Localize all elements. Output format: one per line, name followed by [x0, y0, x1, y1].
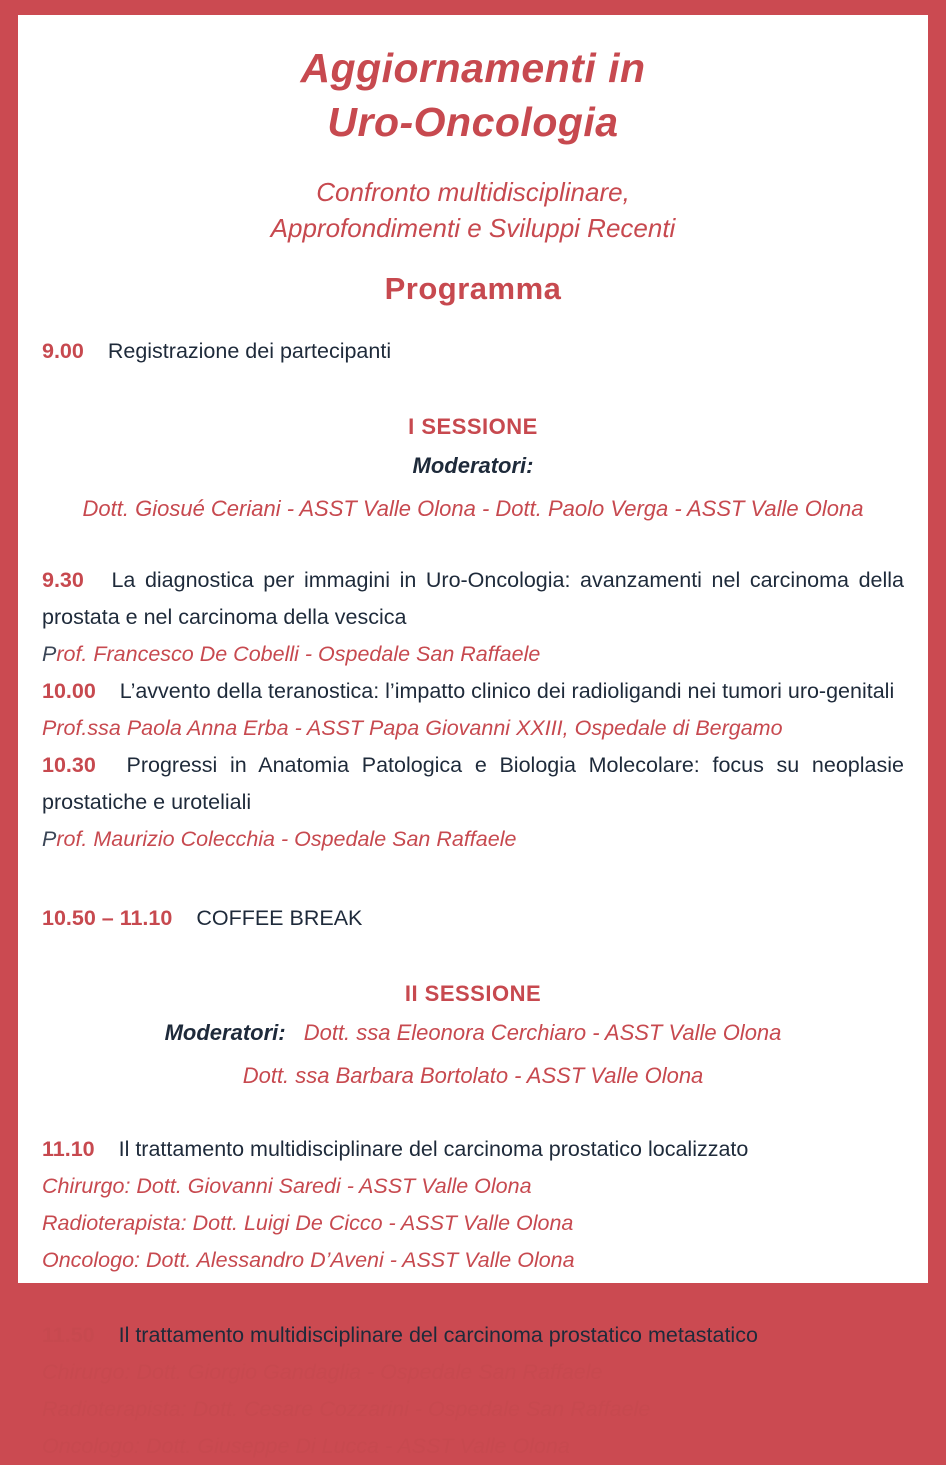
session2-moderators-label: Moderatori:: [164, 1019, 286, 1045]
talk-group-1150: [42, 1317, 904, 1465]
registration-label: Registrazione dei partecipanti: [107, 338, 392, 363]
session2-heading: II SESSIONE: [404, 980, 542, 1006]
panelist-oncologist-1150: Oncologo: Dott. Giuseppe Di Lucca - ASST Valle Olona: [42, 1433, 570, 1458]
session2-moderator-2: Dott. ssa Barbara Bortolato - ASST Valle Olona: [242, 1062, 704, 1088]
talk-group-1110: [42, 1131, 904, 1279]
speaker-rest-930: rof. Francesco De Cobelli - Ospedale San Raffaele: [56, 641, 541, 666]
talk-time-1150: 11.50: [42, 1322, 95, 1347]
subtitle-line-1: Confronto multidisciplinare,: [316, 177, 630, 208]
speaker-lead-1030: P: [42, 826, 57, 851]
program-heading: Programma: [384, 270, 562, 306]
talk-title-1030: Progressi in Anatomia Patologica e Biologia Molecolare: focus su neoplasie prostatiche e uroteliali: [42, 752, 904, 814]
session1-moderators-names: Dott. Giosué Ceriani - ASST Valle Olona - Dott. Paolo Verga - ASST Valle Olona: [82, 495, 864, 521]
session1-talks: [42, 562, 904, 858]
talk-time-930: 9.30: [42, 567, 84, 592]
subtitle-line-2: Approfondimenti e Sviluppi Recenti: [270, 213, 676, 244]
session1-moderators-label-line: [42, 449, 904, 483]
talk-speaker-1000: Prof.ssa Paola Anna Erba - ASST Papa Giovanni XXIII, Ospedale di Bergamo: [42, 715, 783, 740]
coffee-break-label: COFFEE BREAK: [196, 905, 363, 930]
panelist-surgeon-1110: Chirurgo: Dott. Giovanni Saredi - ASST Valle Olona: [42, 1173, 532, 1198]
talk-time-1000: 10.00: [42, 678, 96, 703]
talk-title-1000: L’avvento della teranostica: l’impatto clinico dei radioligandi nei tumori uro-genitali: [119, 678, 895, 703]
session1-moderators-names-line: [42, 492, 904, 526]
session2-moderators-line-2: [42, 1059, 904, 1093]
page-subtitle: [42, 175, 904, 247]
registration-time: 9.00: [42, 338, 84, 363]
session2-moderators-line-1: [42, 1016, 904, 1050]
page-title: [42, 41, 904, 149]
talk-title-1110: Il trattamento multidisciplinare del carcinoma prostatico localizzato: [118, 1136, 749, 1161]
speaker-lead-930: P: [42, 641, 57, 666]
talk-entry-1150: [42, 1317, 904, 1354]
coffee-break-row: [42, 900, 904, 937]
title-line-1: Aggiornamenti in: [300, 45, 646, 91]
talk-entry-1000: [42, 673, 904, 710]
talk-entry-930: [42, 562, 904, 636]
talk-entry-1110: [42, 1131, 904, 1168]
talk-time-1110: 11.10: [42, 1136, 95, 1161]
talk-title-1150: Il trattamento multidisciplinare del carcinoma prostatico metastatico: [118, 1322, 758, 1347]
talk-speaker-930: [42, 636, 904, 673]
talk-entry-1030: [42, 747, 904, 821]
registration-row: [42, 333, 904, 370]
panelist-oncologist-1110: Oncologo: Dott. Alessandro D’Aveni - ASST Valle Olona: [42, 1247, 575, 1272]
talk-title-930: La diagnostica per immagini in Uro-Oncologia: avanzamenti nel carcinoma della prostata e nel carcinoma della vescica: [42, 567, 904, 629]
panelist-radiotherapist-1150: Radioterapista: Dott. Cesare Cozzarini - Ospedale San Raffaele: [42, 1396, 651, 1421]
talk-speaker-1030: [42, 821, 904, 858]
coffee-break-time: 10.50 – 11.10: [42, 905, 173, 930]
document-page: [18, 15, 928, 1458]
session1-moderators-label: Moderatori:: [412, 452, 534, 478]
panelist-surgeon-1150: Chirurgo: Dott. Giorgio Gandaglia - Ospedale San Raffaele: [42, 1359, 603, 1384]
speaker-rest-1030: rof. Maurizio Colecchia - Ospedale San Raffaele: [56, 826, 517, 851]
talk-time-1030: 10.30: [42, 752, 96, 777]
title-line-2: Uro-Oncologia: [327, 99, 619, 146]
session2-moderator-1: Dott. ssa Eleonora Cerchiaro - ASST Valle Olona: [303, 1019, 782, 1045]
program-content: [18, 15, 928, 1465]
session1-heading: I SESSIONE: [408, 413, 538, 439]
panelist-radiotherapist-1110: Radioterapista: Dott. Luigi De Cicco - ASST Valle Olona: [42, 1210, 574, 1235]
